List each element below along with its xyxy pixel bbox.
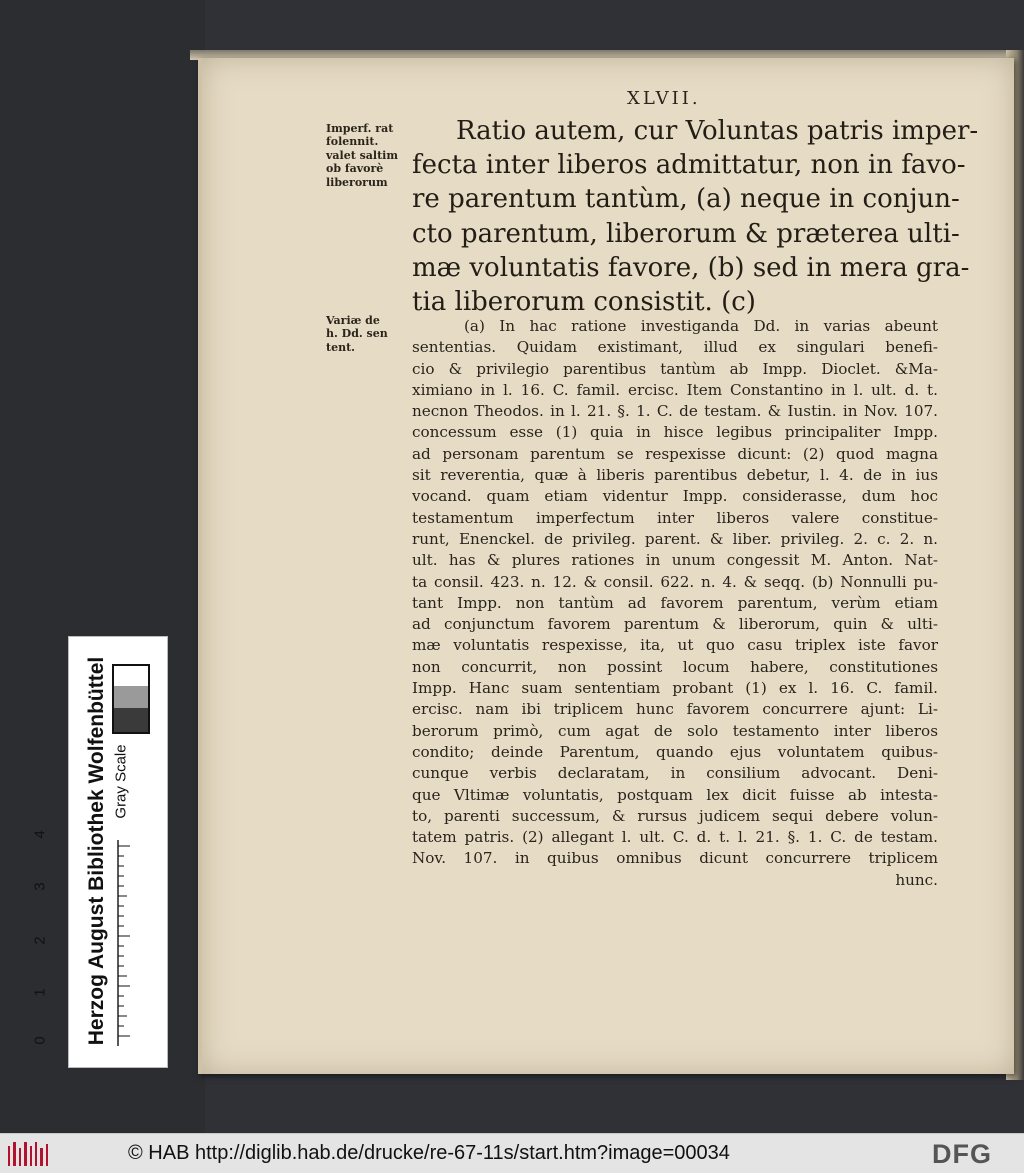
footnote-line: que Vltimæ voluntatis, postquam lex dicit fuisse ab intesta- bbox=[412, 785, 938, 804]
page-number: XLVII. bbox=[627, 88, 701, 109]
ruler-number: 3 bbox=[31, 882, 49, 891]
gray-scale-swatch bbox=[112, 664, 150, 734]
footnote-line: tant Impp. non tantùm ad favorem parentum, verùm etiam bbox=[412, 593, 938, 612]
margin-note-line: ob favorè bbox=[326, 162, 384, 176]
footnote-line: ad personam parentum se respexisse dicunt: (2) quod magna bbox=[412, 444, 938, 463]
library-name-label: Herzog August Bibliothek Wolfenbüttel bbox=[85, 656, 109, 1046]
footnote-line: non concurrit, non possint locum habere, constitutiones bbox=[412, 657, 938, 676]
margin-note-line: liberorum bbox=[326, 175, 388, 189]
margin-note-line: Imperf. rat bbox=[326, 122, 394, 135]
footnote-line: ad conjunctum favorem parentum & liberorum, quin & ulti- bbox=[412, 615, 938, 634]
footnote-line: ta consil. 423. n. 12. & consil. 622. n. 4. & seqq. (b) Nonnulli pu- bbox=[412, 572, 938, 591]
footnote-line: to, parenti successum, & rursus judicem sequi debere volun- bbox=[412, 806, 938, 825]
footnote-line: concessum esse (1) quia in hisce legibus principaliter Impp. bbox=[412, 423, 938, 442]
margin-note-2 bbox=[326, 314, 388, 354]
footnote-line: berorum primò, cum agat de solo testamento inter liberos bbox=[412, 721, 938, 740]
footnote-line: ximiano in l. 16. C. famil. ercisc. Item Constantino in l. ult. d. t. bbox=[412, 380, 938, 399]
dfg-logo: DFG bbox=[932, 1139, 992, 1169]
footnote-line: Nov. 107. in quibus omnibus dicunt concurrere triplicem bbox=[412, 849, 938, 868]
ruler-scale bbox=[110, 836, 160, 1050]
footnote-line: ercisc. nam ibi triplicem hunc favorem concurrere ajunt: Li- bbox=[412, 700, 938, 719]
footnote-line: mæ voluntatis respexisse, ita, ut quo casu triplex iste favor bbox=[412, 636, 938, 655]
footnote-line: necnon Theodos. in l. 21. §. 1. C. de testam. & Iustin. in Nov. 107. bbox=[412, 402, 938, 421]
footnote-line: ult. has & plures rationes in unum congessit M. Anton. Nat- bbox=[412, 551, 938, 570]
copyright-link[interactable]: © HAB http://diglib.hab.de/drucke/re-67-11s/start.htm?image=00034 bbox=[128, 1142, 730, 1164]
main-line: re parentum tantùm, (a) neque in conjun- bbox=[412, 184, 960, 215]
main-line: mæ voluntatis favore, (b) sed in mera gra- bbox=[412, 252, 970, 283]
main-paragraph bbox=[412, 114, 979, 319]
footnote-line: cunque verbis declaratam, in consilium advocant. Deni- bbox=[412, 764, 938, 783]
ruler-number: 2 bbox=[31, 936, 49, 945]
margin-note-line: tent. bbox=[326, 340, 355, 354]
margin-note-line: folennit. bbox=[326, 135, 379, 149]
footnote-line: Impp. Hanc suam sententiam probant (1) ex l. 16. C. famil. bbox=[412, 679, 938, 698]
ruler-number: 4 bbox=[31, 830, 49, 839]
footnote-catchword: hunc. bbox=[895, 870, 938, 889]
footnote-line: condito; deinde Parentum, quando ejus voluntatem quibus- bbox=[412, 742, 938, 761]
footnote-line: runt, Enenckel. de privileg. parent. & liber. privileg. 2. c. 2. n. bbox=[412, 529, 938, 548]
hab-logo-icon bbox=[8, 1142, 48, 1166]
margin-note-line: h. Dd. sen bbox=[326, 327, 388, 341]
gray-scale-label: Gray Scale bbox=[112, 743, 130, 819]
main-line: Ratio autem, cur Voluntas patris imper- bbox=[456, 116, 979, 146]
margin-note-line: Variæ de bbox=[326, 314, 380, 327]
footnote-line: tatem patris. (2) allegant l. ult. C. d. t. l. 21. §. 1. C. de testam. bbox=[412, 828, 938, 847]
ruler-number: 0 bbox=[31, 1036, 49, 1045]
margin-note-1 bbox=[326, 122, 398, 189]
footnote-line: vocand. quam etiam videntur Impp. considerasse, dum hoc bbox=[412, 487, 938, 506]
main-line: cto parentum, liberorum & præterea ulti- bbox=[412, 218, 960, 249]
footnote-line: testamentum imperfectum inter liberos valere constitue- bbox=[412, 508, 938, 527]
main-line: tia liberorum consistit. (c) bbox=[412, 287, 756, 318]
margin-note-line: valet saltim bbox=[326, 148, 399, 162]
footnote-block bbox=[412, 316, 938, 891]
footnote-line: cio & privilegio parentibus tantùm ab Impp. Dioclet. &Ma- bbox=[412, 359, 938, 378]
main-line: fecta inter liberos admittatur, non in favo- bbox=[412, 150, 966, 181]
footnote-line: sententias. Quidam existimant, illud ex singulari benefi- bbox=[412, 338, 938, 357]
footnote-line: (a) In hac ratione investiganda Dd. in varias abeunt bbox=[464, 317, 938, 335]
footer-bar bbox=[0, 1133, 1024, 1173]
ruler-number: 1 bbox=[31, 988, 49, 997]
footnote-line: sit reverentia, quæ à liberis parentibus debetur, l. 4. de in ius bbox=[412, 466, 938, 485]
